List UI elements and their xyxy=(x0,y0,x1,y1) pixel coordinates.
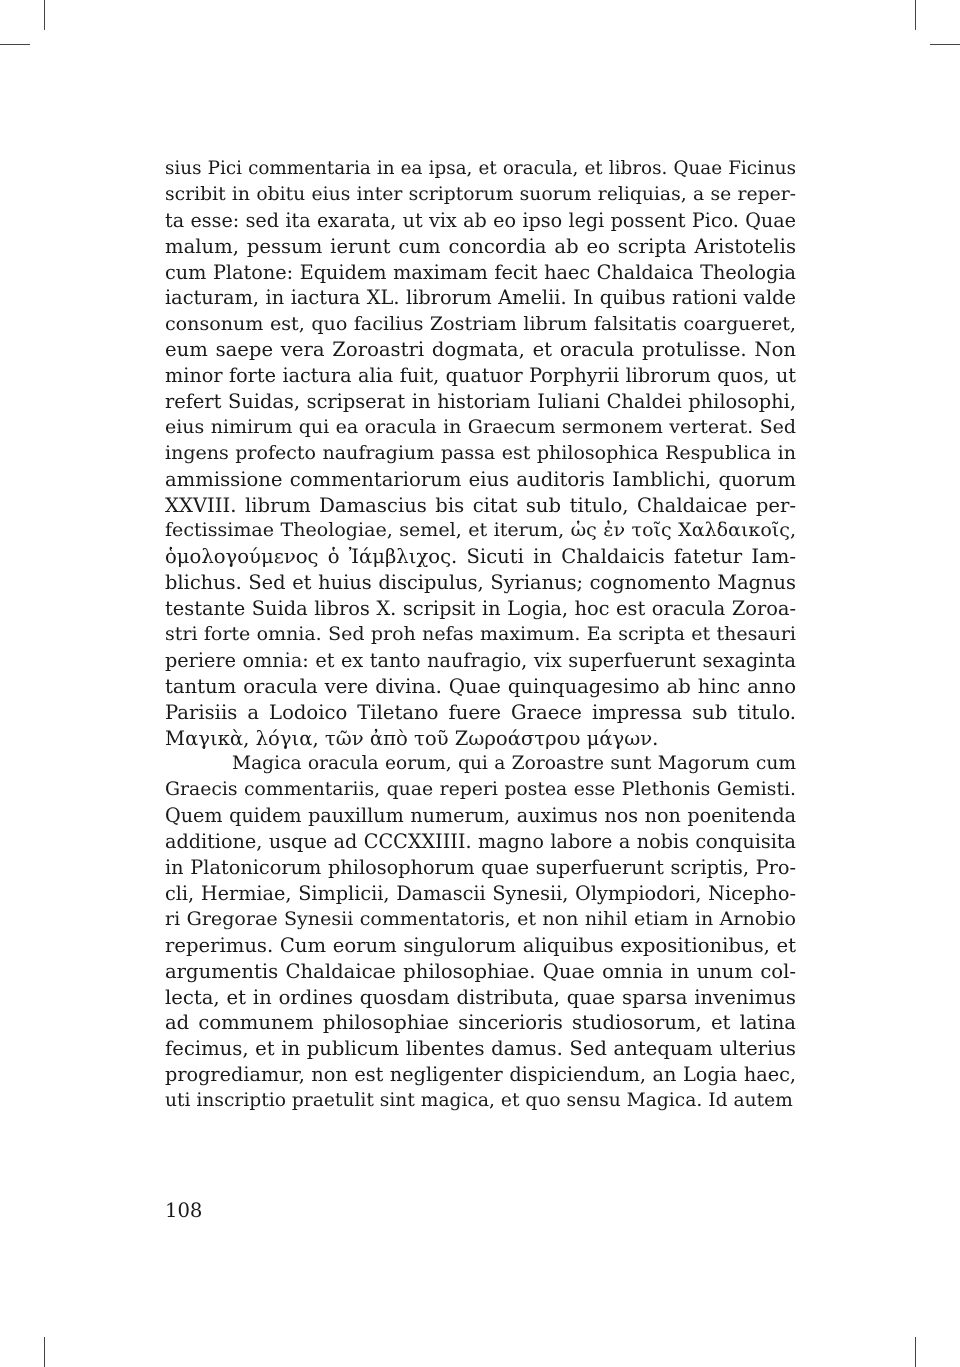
text-line: argumentis Chaldaicae philosophiae. Quae omnia in unum col- xyxy=(165,959,796,983)
text-line: Μαγικὰ, λόγια, τῶν ἀπὸ τοῦ Ζωροάστρου μάγων. xyxy=(165,726,659,750)
text-line: ὁμολογούμενος ὁ Ἰάμβλιχος. Sicuti in Chaldaicis fatetur Iam- xyxy=(165,545,796,569)
crop-mark-top-left-vertical xyxy=(44,0,45,30)
crop-mark-bottom-left-vertical xyxy=(44,1337,45,1367)
paragraph xyxy=(165,156,796,751)
text-line: uti inscriptio praetulit sint magica, et quo sensu Magica. Id autem xyxy=(165,1090,793,1112)
text-line: eum saepe vera Zoroastri dogmata, et oracula protulisse. Non xyxy=(165,338,796,362)
text-line: ammissione commentariorum eius auditoris Iamblichi, quorum xyxy=(165,467,796,491)
text-line: in Platonicorum philosophorum quae superfuerunt scriptis, Pro- xyxy=(165,856,796,880)
text-line: ta esse: sed ita exarata, ut vix ab eo ipso legi possent Pico. Quae xyxy=(165,208,796,232)
text-line: malum, pessum ierunt cum concordia ab eo scripta Aristotelis xyxy=(165,234,796,258)
text-line: XXVIII. librum Damascius bis citat sub titulo, Chaldaicae per- xyxy=(165,493,796,517)
text-line: scribit in obitu eius inter scriptorum suorum reliquias, a se reper- xyxy=(165,183,796,205)
text-line: additione, usque ad CCCXXIIII. magno labore a nobis conquisita xyxy=(165,830,796,854)
text-line: ad communem philosophiae sincerioris studiosorum, et latina xyxy=(165,1011,796,1035)
text-line: reperimus. Cum eorum singulorum aliquibus expositionibus, et xyxy=(165,933,796,957)
text-line: ri Gregorae Synesii commentatoris, et non nihil etiam in Arnobio xyxy=(165,907,796,930)
text-line: refert Suidas, scripserat in historiam Iuliani Chaldei philosophi, xyxy=(165,390,796,414)
text-line: stri forte omnia. Sed proh nefas maximum. Ea scripta et thesauri xyxy=(165,623,796,646)
text-line: cli, Hermiae, Simplicii, Damascii Synesii, Olympiodori, Nicepho- xyxy=(165,881,796,905)
text-line: iacturam, in iactura XL. librorum Amelii. In quibus rationi valde xyxy=(165,286,796,310)
text-line: consonum est, quo facilius Zostriam librum falsitatis coargueret, xyxy=(165,312,796,336)
text-line: ingens profecto naufragium passa est philosophica Respublica in xyxy=(165,441,796,464)
text-line: fecimus, et in publicum libentes damus. Sed antequam ulterius xyxy=(165,1037,796,1061)
page-number: 108 xyxy=(165,1199,203,1222)
text-line: periere omnia: et ex tanto naufragio, vix superfuerunt sexaginta xyxy=(165,648,796,672)
text-line: eius nimirum qui ea oracula in Graecum sermonem verterat. Sed xyxy=(165,415,796,438)
text-line: Magica oracula eorum, qui a Zoroastre sunt Magorum cum xyxy=(232,753,796,775)
crop-mark-top-right-horizontal xyxy=(930,44,960,45)
crop-mark-bottom-right-vertical xyxy=(915,1337,916,1367)
body-text xyxy=(165,156,796,1114)
text-line: cum Platone: Equidem maximam fecit haec Chaldaica Theologia xyxy=(165,260,796,284)
text-line: sius Pici commentaria in ea ipsa, et oracula, et libros. Quae Ficinus xyxy=(165,158,796,179)
paragraph xyxy=(165,751,796,1113)
text-line: tantum oracula vere divina. Quae quinquagesimo ab hinc anno xyxy=(165,674,796,698)
text-line: fectissimae Theologiae, semel, et iterum, ὡς ἐν τοῖς Χαλδαικοῖς, xyxy=(165,519,796,542)
crop-mark-top-right-vertical xyxy=(915,0,916,30)
text-line: blichus. Sed et huius discipulus, Syrianus; cognomento Magnus xyxy=(165,571,796,595)
text-line: lecta, et in ordines quosdam distributa, quae sparsa invenimus xyxy=(165,985,796,1009)
text-line: Quem quidem pauxillum numerum, auximus nos non poenitenda xyxy=(165,804,796,828)
text-line: Parisiis a Lodoico Tiletano fuere Graece impressa sub titulo. xyxy=(165,700,796,724)
text-line: progrediamur, non est negligenter dispiciendum, an Logia haec, xyxy=(165,1063,796,1087)
crop-mark-top-left-horizontal xyxy=(0,44,30,45)
text-line: testante Suida libros X. scripsit in Logia, hoc est oracula Zoroa- xyxy=(165,597,796,621)
text-line: Graecis commentariis, quae reperi postea esse Plethonis Gemisti. xyxy=(165,779,796,801)
text-line: minor forte iactura alia fuit, quatuor Porphyrii librorum quos, ut xyxy=(165,364,796,388)
